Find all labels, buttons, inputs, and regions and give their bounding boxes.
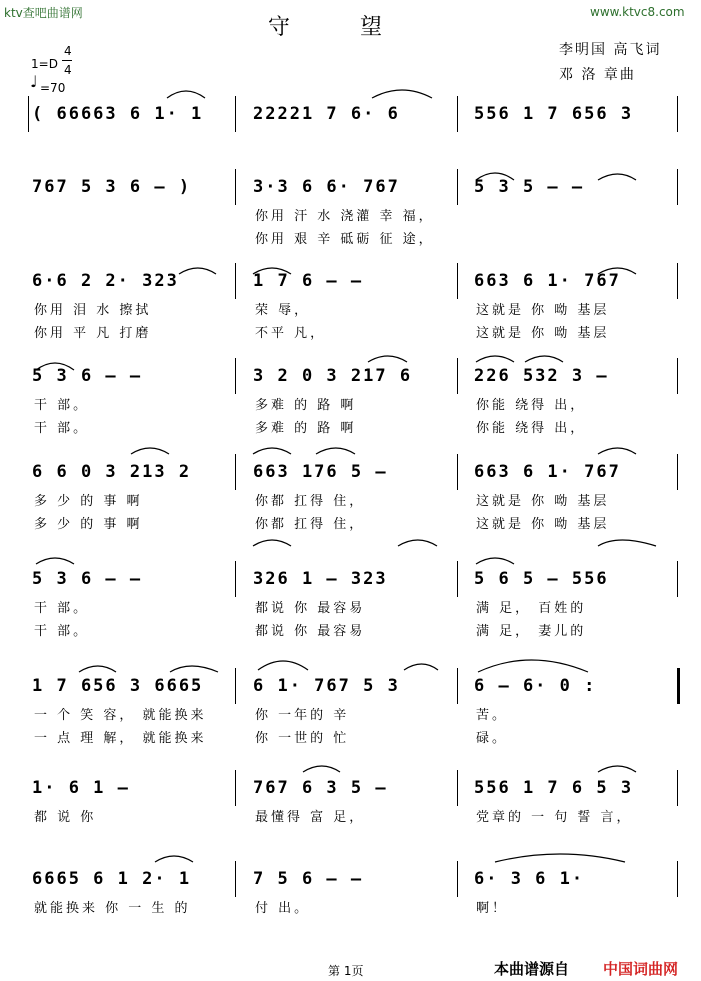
slur bbox=[253, 540, 291, 546]
slur bbox=[36, 363, 74, 370]
measure-notes: 767 6 3 5 – bbox=[253, 778, 388, 798]
lyric-line: 苦。 bbox=[476, 708, 509, 723]
slur bbox=[253, 448, 291, 454]
measure-notes: 6 1· 767 5 3 bbox=[253, 676, 400, 696]
lyric-line: 多难 的 路 啊 bbox=[255, 398, 357, 413]
lyric-line: 这就是 你 呦 基层 bbox=[476, 494, 610, 509]
measure-notes: 6665 6 1 2· 1 bbox=[32, 869, 192, 889]
lyric-line: 干 部。 bbox=[34, 601, 90, 616]
lyric-line: 干 部。 bbox=[34, 624, 90, 639]
slur bbox=[131, 448, 169, 454]
slur bbox=[36, 558, 74, 564]
lyric-line: 你用 汗 水 浇灌 幸 福， bbox=[255, 209, 435, 224]
lyric-line: 不平 凡， bbox=[255, 326, 327, 341]
slur bbox=[170, 666, 218, 672]
lyric-line: 你用 艰 辛 砥砺 征 途， bbox=[255, 232, 435, 247]
slur bbox=[525, 356, 563, 362]
slur bbox=[404, 664, 438, 670]
lyricist-credit: 李明国 高飞词 bbox=[559, 42, 662, 58]
slur bbox=[398, 540, 437, 546]
measure-notes: 22221 7 6· 6 bbox=[253, 104, 400, 124]
lyric-line: 你 一世的 忙 bbox=[255, 731, 350, 746]
slur bbox=[476, 558, 514, 564]
lyric-line: 这就是 你 呦 基层 bbox=[476, 517, 610, 532]
lyric-line: 都说 你 最容易 bbox=[255, 601, 366, 616]
lyric-line: 多难 的 路 啊 bbox=[255, 421, 357, 436]
lyric-line: 干 部。 bbox=[34, 398, 90, 413]
lyric-line: 干 部。 bbox=[34, 421, 90, 436]
lyric-line: 你 一年的 辛 bbox=[255, 708, 350, 723]
measure-notes: 6 6 0 3 213 2 bbox=[32, 462, 192, 482]
source-label: 本曲谱源自 bbox=[494, 960, 570, 978]
lyric-line: 你能 绕得 出， bbox=[476, 421, 587, 436]
slur bbox=[598, 268, 636, 274]
measure-notes: 6·6 2 2· 323 bbox=[32, 271, 179, 291]
site-watermark-right[interactable]: www.ktvc8.com bbox=[590, 5, 685, 19]
measure-notes: 326 1 – 323 bbox=[253, 569, 388, 589]
lyric-line: 满 足， 妻儿的 bbox=[476, 624, 587, 639]
slur bbox=[495, 854, 625, 862]
measure-notes: 556 1 7 6 5 3 bbox=[474, 778, 634, 798]
time-signature-top: 4 bbox=[64, 44, 72, 58]
measure-notes: 1· 6 1 – bbox=[32, 778, 130, 798]
lyric-line: 荣 辱， bbox=[255, 303, 311, 318]
lyric-line: 你都 扛得 住， bbox=[255, 494, 366, 509]
slur bbox=[179, 268, 216, 274]
measure-notes: 556 1 7 656 3 bbox=[474, 104, 634, 124]
slur bbox=[303, 766, 340, 772]
slur bbox=[79, 666, 116, 672]
measure-notes: 7 5 6 – – bbox=[253, 869, 364, 889]
lyric-line: 多 少 的 事 啊 bbox=[34, 517, 143, 532]
slur bbox=[258, 661, 308, 670]
lyric-line: 满 足， 百姓的 bbox=[476, 601, 587, 616]
lyric-line: 你都 扛得 住， bbox=[255, 517, 366, 532]
measure-notes: 226 532 3 – bbox=[474, 366, 609, 386]
slur bbox=[478, 660, 588, 672]
lyric-line: 你用 泪 水 擦拭 bbox=[34, 303, 152, 318]
lyric-line: 党章的 一 句 誓 言， bbox=[476, 810, 633, 825]
measure-notes: 5 3 6 – – bbox=[32, 569, 143, 589]
lyric-line: 都 说 你 bbox=[34, 810, 97, 825]
slur bbox=[372, 90, 432, 98]
lyric-line: 一 点 理 解， 就能换来 bbox=[34, 731, 207, 746]
measure-notes: 3·3 6 6· 767 bbox=[253, 177, 400, 197]
time-signature-bottom: 4 bbox=[64, 63, 72, 77]
lyric-line: 这就是 你 呦 基层 bbox=[476, 303, 610, 318]
slur bbox=[476, 356, 514, 362]
measure-notes: 767 5 3 6 – ) bbox=[32, 177, 192, 197]
lyric-line: 都说 你 最容易 bbox=[255, 624, 366, 639]
lyric-line: 你用 平 凡 打磨 bbox=[34, 326, 152, 341]
measure-notes: 1 7 6 – – bbox=[253, 271, 364, 291]
measure-notes: 5 3 5 – – bbox=[474, 177, 585, 197]
slur bbox=[598, 766, 636, 772]
slur bbox=[598, 540, 656, 546]
lyric-line: 最懂得 富 足， bbox=[255, 810, 366, 825]
measure-notes: 1 7 656 3 6665 bbox=[32, 676, 204, 696]
measure-notes: 5 3 6 – – bbox=[32, 366, 143, 386]
lyric-line: 付 出。 bbox=[255, 901, 311, 916]
measure-notes: 663 6 1· 767 bbox=[474, 462, 621, 482]
slur bbox=[598, 448, 636, 454]
slur bbox=[368, 356, 407, 362]
source-site-link[interactable]: 中国词曲网 bbox=[603, 960, 679, 978]
lyric-line: 这就是 你 呦 基层 bbox=[476, 326, 610, 341]
key-signature: 1=D bbox=[31, 57, 58, 71]
slur bbox=[155, 856, 193, 862]
slur bbox=[598, 174, 636, 180]
lyric-line: 一 个 笑 容， 就能换来 bbox=[34, 708, 207, 723]
quarter-note-icon: ♩ bbox=[30, 72, 38, 91]
measure-notes: 663 176 5 – bbox=[253, 462, 388, 482]
tempo-mark: =70 bbox=[40, 81, 66, 95]
measure-notes: 6· 3 6 1· bbox=[474, 869, 585, 889]
site-watermark-left[interactable]: ktv查吧曲谱网 bbox=[4, 6, 83, 20]
page-number: 第 1页 bbox=[328, 964, 364, 978]
slur bbox=[316, 448, 355, 454]
composer-credit: 邓 洛 章曲 bbox=[559, 67, 636, 83]
slur bbox=[253, 268, 291, 274]
measure-notes: 5 6 5 – 556 bbox=[474, 569, 609, 589]
lyric-line: 就能换来 你 一 生 的 bbox=[34, 901, 191, 916]
song-title: 守望 bbox=[268, 15, 453, 40]
lyric-line: 碌。 bbox=[476, 731, 509, 746]
measure-notes: 663 6 1· 767 bbox=[474, 271, 621, 291]
slur bbox=[167, 91, 205, 98]
lyric-line: 你能 绕得 出， bbox=[476, 398, 587, 413]
lyric-line: 多 少 的 事 啊 bbox=[34, 494, 143, 509]
measure-notes: 3 2 0 3 217 6 bbox=[253, 366, 413, 386]
measure-notes: 6 – 6· 0 : bbox=[474, 676, 597, 696]
slur bbox=[476, 173, 514, 180]
lyric-line: 啊！ bbox=[476, 901, 509, 916]
measure-notes: ( 66663 6 1· 1 bbox=[32, 104, 204, 124]
